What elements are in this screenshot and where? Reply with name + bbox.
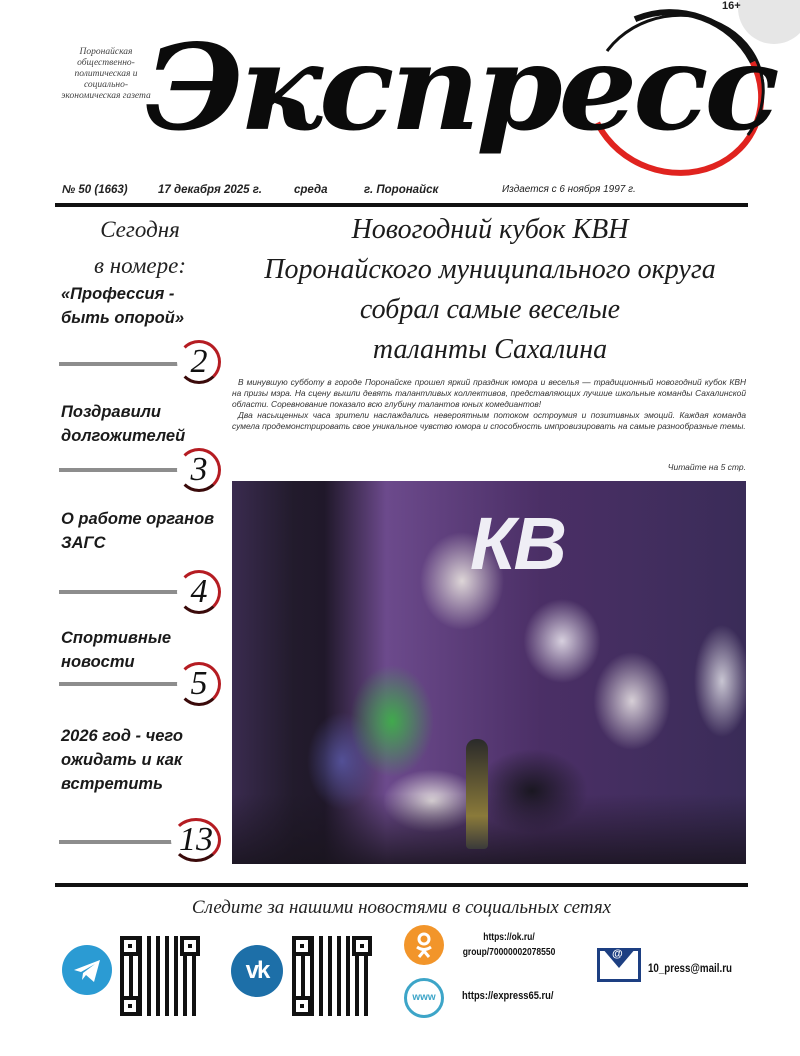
article-lead [232, 377, 746, 432]
ok-link[interactable] [458, 930, 560, 960]
toc-item-long-livers[interactable]: Поздравили долгожителей [61, 403, 186, 445]
toc-page-number[interactable]: 5 [177, 662, 221, 706]
read-more-link[interactable]: Читайте на 5 стр. [667, 462, 746, 472]
toc-item-sports-news[interactable]: Спортивные новости [61, 629, 172, 671]
masthead-logo [145, 8, 776, 178]
toc-divider [59, 590, 181, 594]
sidebar-heading-line2: в номере: [93, 253, 187, 278]
globe-www-icon[interactable]: www [404, 978, 444, 1018]
vk-icon[interactable]: vk [231, 945, 283, 997]
qr-finder [120, 996, 140, 1016]
telegram-qr-code[interactable] [120, 936, 200, 1016]
toc-item-registry-office[interactable]: О работе органов ЗАГС [61, 510, 215, 552]
footer-divider [55, 883, 748, 887]
qr-finder [120, 936, 140, 956]
ok-link-line2: group/70000002078550 [462, 947, 556, 958]
issue-weekday: среда [294, 184, 328, 196]
headline-line: собрал самые веселые [359, 294, 621, 325]
telegram-icon[interactable] [62, 945, 112, 995]
sidebar-heading [55, 212, 225, 284]
newspaper-title: Экспресс [145, 18, 776, 157]
stage-floor [232, 794, 746, 864]
toc-divider [59, 362, 181, 366]
masthead-tagline: Поронайская общественно-политическая и социально-экономическая газета [61, 47, 151, 101]
qr-finder [292, 996, 312, 1016]
stage-sign-text: КВ [470, 502, 565, 585]
follow-us-heading: Следите за нашими новостями в социальных сетях [191, 897, 612, 918]
qr-finder [352, 936, 372, 956]
toc-item-year-2026[interactable]: 2026 год - чего ожидать и как встретить [61, 727, 183, 793]
toc-page-number[interactable]: 13 [171, 818, 221, 862]
trophy-cup [466, 739, 488, 849]
toc-divider [59, 468, 181, 472]
toc-divider [59, 682, 181, 686]
age-rating-badge: 16+ [722, 0, 741, 12]
headline-line: Поронайского муниципального округа [264, 254, 716, 285]
article-photo [232, 481, 746, 864]
dateline [62, 184, 750, 198]
headline-line: Новогодний кубок КВН [351, 214, 629, 245]
odnoklassniki-icon[interactable] [404, 925, 444, 965]
email-link[interactable]: 10_press@mail.ru [648, 963, 732, 975]
lead-paragraph: В минувшую субботу в городе Поронайске прошел яркий праздник юмора и веселья — традиционный новогодний кубок КВН на призы мэра. На сцену вышли девять талантливых коллективов, представляющих лучшие школьные команды Сахалинской области. Соревнование показало всю глубину талантов юных комедиантов! [232, 377, 746, 409]
sidebar-heading-line1: Сегодня [100, 217, 180, 242]
qr-finder [180, 936, 200, 956]
toc-item-profession[interactable]: «Профессия - быть опорой» [61, 285, 185, 327]
website-link[interactable]: https://express65.ru/ [462, 990, 554, 1002]
headline-line: таланты Сахалина [372, 334, 608, 365]
issue-date: 17 декабря 2025 г. [158, 184, 262, 196]
issue-city: г. Поронайск [364, 184, 439, 196]
toc-page-number[interactable]: 3 [177, 448, 221, 492]
lead-paragraph: Два насыщенных часа зрители наслаждались невероятным потоком остроумия и позитивных эмоций. Каждая команда сумела продемонстрировать свое уникальное чувство юмора и способность импровизировать на самые разнообразные темы. [232, 410, 746, 431]
vk-qr-code[interactable] [292, 936, 372, 1016]
header-divider [55, 203, 748, 207]
ok-link-line1: https://ok.ru/ [483, 932, 535, 943]
toc-divider [59, 840, 181, 844]
at-sign: @ [612, 948, 623, 960]
qr-finder [292, 936, 312, 956]
published-since: Издается с 6 ноября 1997 г. [502, 184, 636, 195]
envelope-icon[interactable] [597, 948, 641, 982]
article-headline [232, 210, 748, 370]
toc-page-number[interactable]: 4 [177, 570, 221, 614]
issue-number: № 50 (1663) [62, 184, 128, 196]
toc-page-number[interactable]: 2 [177, 340, 221, 384]
